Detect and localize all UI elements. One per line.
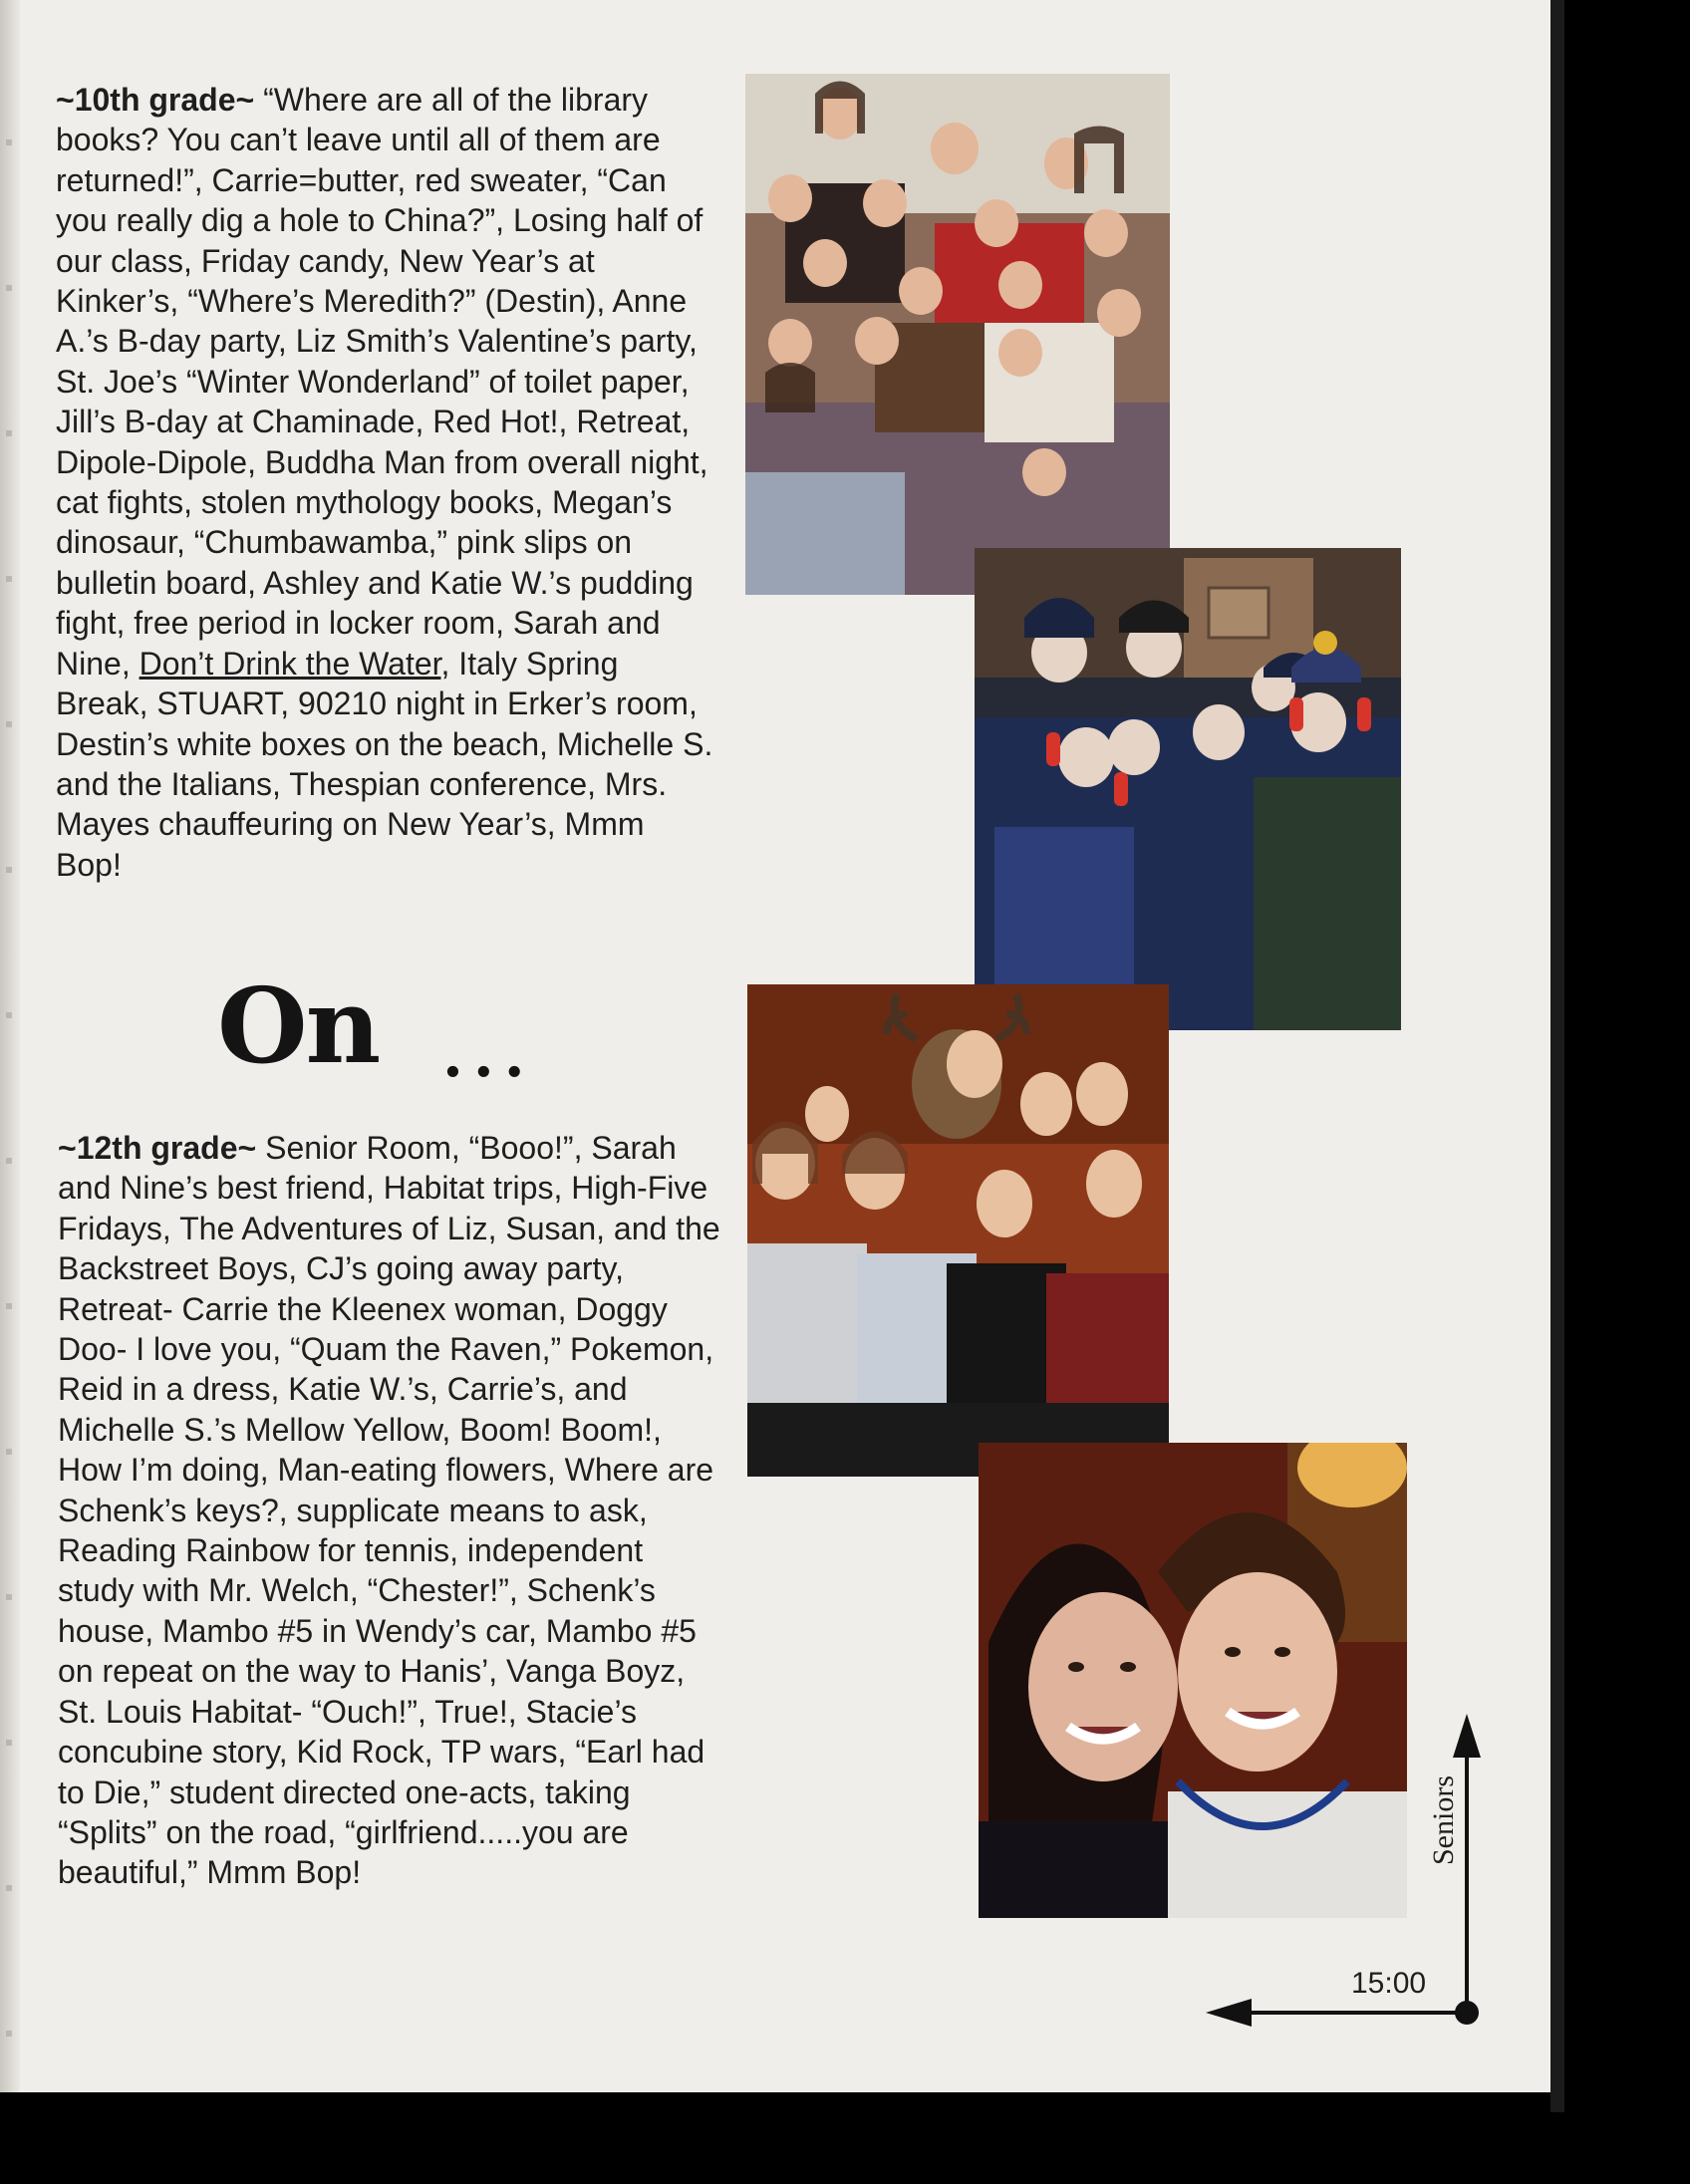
tenth-grade-memories [56, 80, 713, 885]
page-title: On [217, 964, 380, 1087]
page-folio-arrow [1206, 1714, 1495, 2043]
twelfth-grade-label: ~12th grade~ [58, 1130, 257, 1166]
group-photo-winter-hats [975, 548, 1401, 1030]
page-title-ellipsis: ... [442, 1021, 535, 1091]
tenth-grade-text-a: “Where are all of the library books? You can’t leave until all of them are returned!”, Carrie=butter, red sweater, “Can you really dig a hole to China?”, Losing half of our class, Friday candy, New Year’s at Kinker’s, “Where’s Meredith?” (Destin), Anne A.’s B-day party, Liz Smith’s Valentine’s party, St. Joe’s “Winter Wonderland” of toilet paper, Jill’s B-day at Chaminade, Red Hot!, Retreat, Dipole-Dipole, Buddha Man from overall night, cat fights, stolen mythology books, Megan’s dinosaur, “Chumbawamba,” pink slips on bulletin board, Ashley and Katie W.’s pudding fight, free period in locker room, Sarah and Nine, [56, 82, 708, 682]
group-photo-sleepover [745, 74, 1170, 595]
page-edge-shadow [1550, 0, 1564, 2112]
twelfth-grade-text: Senior Room, “Booo!”, Sarah and Nine’s best friend, Habitat trips, High-Five Fridays, The Adventures of Liz, Susan, and the Backstreet Boys, CJ’s going away party, Retreat- Carrie the Kleenex woman, Doggy Doo- I love you, “Quam the Raven,” Pokemon, Reid in a dress, Katie W.’s, Carrie’s, and Michelle S.’s Mellow Yellow, Boom! Boom!, How I’m doing, Man-eating flowers, Where are Schenk’s keys?, supplicate means to ask, Reading Rainbow for tennis, independent study with Mr. Welch, “Chester!”, Schenk’s house, Mambo #5 in Wendy’s car, Mambo #5 on repeat on the way to Hanis’, Vanga Boyz, St. Louis Habitat- “Ouch!”, True!, Stacie’s concubine story, Kid Rock, TP wars, “Earl had to Die,” student directed one-acts, taking “Splits” on the road, “girlfriend.....you are beautiful,” Mmm Bop! [58, 1130, 720, 1891]
page-number: 15:00 [1351, 1967, 1427, 2000]
group-photo-deer-head [747, 984, 1169, 1477]
binding-marks [6, 0, 12, 2092]
section-label: Seniors [1427, 1775, 1460, 1865]
twelfth-grade-memories [58, 1128, 725, 1893]
tenth-grade-underlined-title: Don’t Drink the Water [139, 645, 441, 682]
tenth-grade-text-b: , Italy Spring Break, STUART, 90210 night in Erker’s room, Destin’s white boxes on the beach, Michelle S. and the Italians, Thespian conference, Mrs. Mayes chauffeuring on New Year’s, Mmm Bop! [56, 645, 713, 883]
tenth-grade-label: ~10th grade~ [56, 82, 255, 118]
